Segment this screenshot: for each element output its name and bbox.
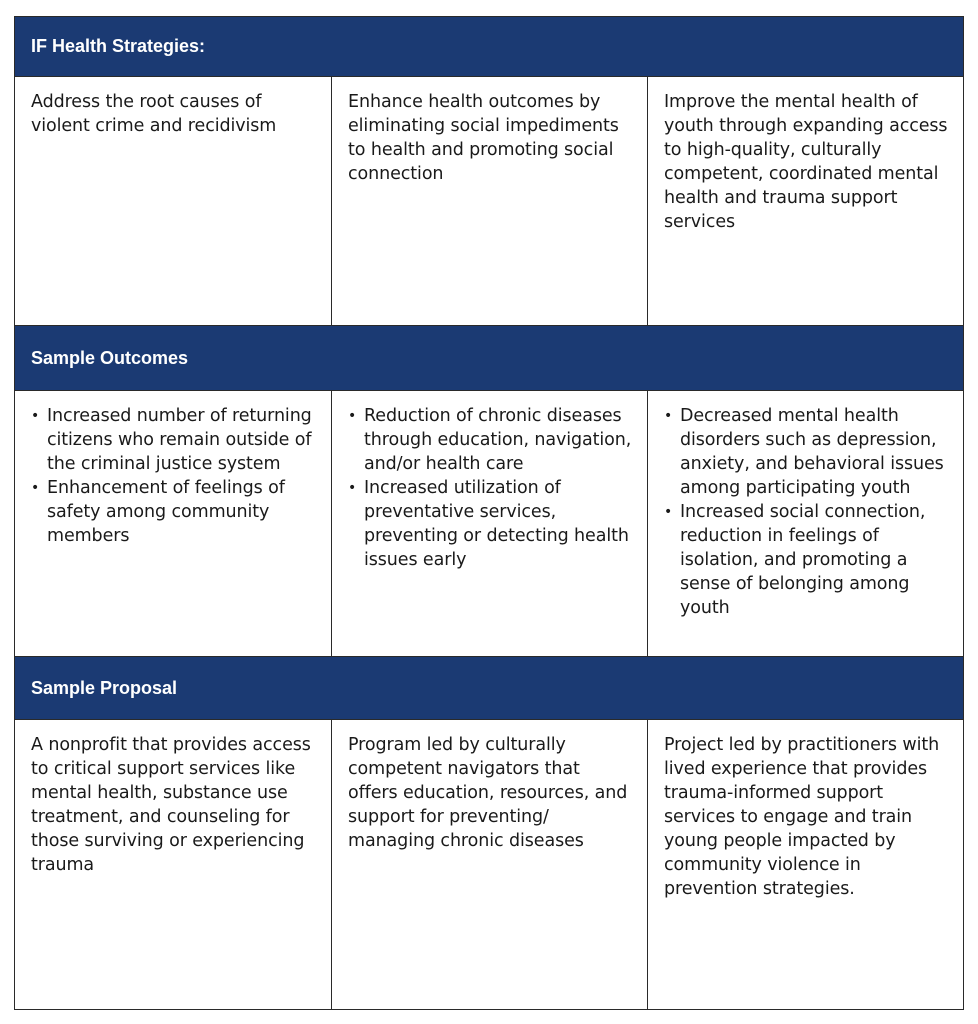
strategies-table <box>14 16 964 1010</box>
list-item: • Increased social connection, reduction in feelings of isolation, and promoting a sense of belonging among youth <box>664 500 948 620</box>
strategy-cell: Address the root causes of violent crime and recidivism <box>15 77 332 325</box>
list-item: • Reduction of chronic diseases through education, navigation, and/or health care <box>348 404 633 476</box>
proposal-cell: Program led by culturally competent navigators that offers education, resources, and support for preventing/ managing chronic diseases <box>332 720 648 1009</box>
section-title: Sample Proposal <box>31 677 178 698</box>
outcome-cell <box>648 391 962 656</box>
section-header-outcomes <box>15 326 963 391</box>
outcome-list <box>31 404 317 548</box>
section-title: IF Health Strategies: <box>31 36 206 56</box>
strategy-cell: Improve the mental health of youth through expanding access to high-quality, culturally competent, coordinated mental health and trauma support services <box>664 92 948 232</box>
proposal-cell: Project led by practitioners with lived experience that provides trauma-informed support services to engage and train young people impacted by community violence in prevention strategies. <box>664 735 940 899</box>
outcome-cell <box>332 391 648 656</box>
list-item: • Enhancement of feelings of safety among community members <box>31 476 317 548</box>
outcome-list <box>348 404 633 572</box>
list-item: • Decreased mental health disorders such as depression, anxiety, and behavioral issues among participating youth <box>664 404 948 500</box>
strategy-cell: Enhance health outcomes by eliminating social impediments to health and promoting social connection <box>332 77 648 325</box>
list-item: • Increased utilization of preventative services, preventing or detecting health issues early <box>348 476 633 572</box>
outcome-cell <box>15 391 332 656</box>
list-item: • Increased number of returning citizens who remain outside of the criminal justice system <box>31 404 317 476</box>
section-header-proposal <box>15 657 963 720</box>
proposal-cell: A nonprofit that provides access to critical support services like mental health, substance use treatment, and counseling for those surviving or experiencing trauma <box>15 720 332 1009</box>
outcome-list <box>664 404 948 620</box>
proposal-row <box>15 720 963 1009</box>
strategies-row <box>15 77 963 326</box>
outcomes-row <box>15 391 963 657</box>
section-title: Sample Outcomes <box>31 347 189 368</box>
section-header-strategies <box>15 17 963 77</box>
